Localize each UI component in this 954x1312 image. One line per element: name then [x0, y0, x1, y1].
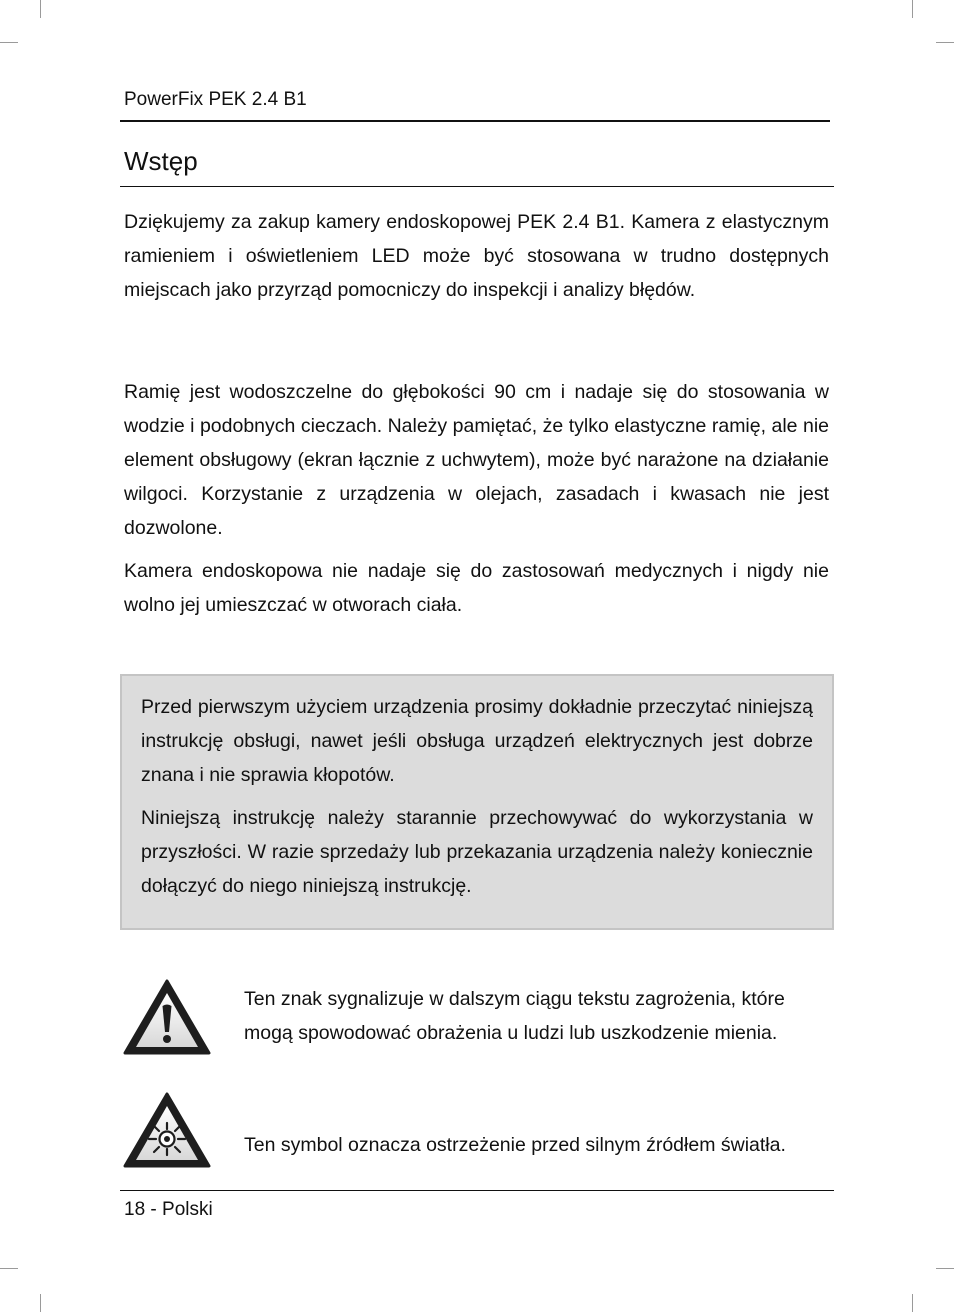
intro-paragraph-1: Dziękujemy za zakup kamery endoskopowej PEK 2.4 B1. Kamera z elastycznym ramieniem i oświetleniem LED może być stosowana w trudno dostępnych miejscach jako przyrząd pomocniczy do inspekcji i analizy błędów.	[124, 211, 829, 301]
notice-paragraph-2: Niniejszą instrukcję należy starannie przechowywać do wykorzystania w przyszłości. W razie sprzedaży lub przekazania urządzenia należy koniecznie dołączyć do niego niniejszą instrukcję.	[141, 807, 813, 897]
title-rule	[120, 186, 834, 187]
notice-paragraph-1: Przed pierwszym użyciem urządzenia prosimy dokładnie przeczytać niniejszą instrukcję obsługi, nawet jeśli obsługa urządzeń elektrycznych jest dobrze znana i nie sprawia kłopotów.	[141, 696, 813, 786]
crop-mark	[0, 42, 18, 43]
crop-mark	[40, 0, 41, 18]
crop-mark	[936, 42, 954, 43]
warning-symbol-description: Ten znak sygnalizuje w dalszym ciągu tekstu zagrożenia, które mogą spowodować obrażenia u ludzi lub uszkodzenie mienia.	[244, 988, 785, 1044]
crop-mark	[0, 1268, 18, 1269]
crop-mark	[912, 1294, 913, 1312]
light-symbol-description: Ten symbol oznacza ostrzeżenie przed silnym źródłem światła.	[244, 1134, 786, 1156]
page-number: 18 - Polski	[124, 1199, 213, 1220]
warning-exclamation-icon	[122, 978, 212, 1056]
crop-mark	[912, 0, 913, 18]
strong-light-warning-icon	[122, 1091, 212, 1169]
notice-box	[120, 674, 834, 930]
crop-mark	[936, 1268, 954, 1269]
crop-mark	[40, 1294, 41, 1312]
section-title: Wstęp	[124, 146, 198, 176]
running-header: PowerFix PEK 2.4 B1	[124, 89, 307, 110]
header-rule	[120, 120, 830, 122]
intro-paragraph-2: Ramię jest wodoszczelne do głębokości 90 cm i nadaje się do stosowania w wodzie i podobnych cieczach. Należy pamiętać, że tylko elastyczne ramię, ale nie element obsługowy (ekran łącznie z uchwytem), może być narażone na działanie wilgoci. Korzystanie z urządzenia w olejach, zasadach i kwasach nie jest dozwolone.	[124, 381, 829, 539]
intro-paragraph-3: Kamera endoskopowa nie nadaje się do zastosowań medycznych i nigdy nie wolno jej umieszczać w otworach ciała.	[124, 560, 829, 616]
footer-rule	[120, 1190, 834, 1191]
